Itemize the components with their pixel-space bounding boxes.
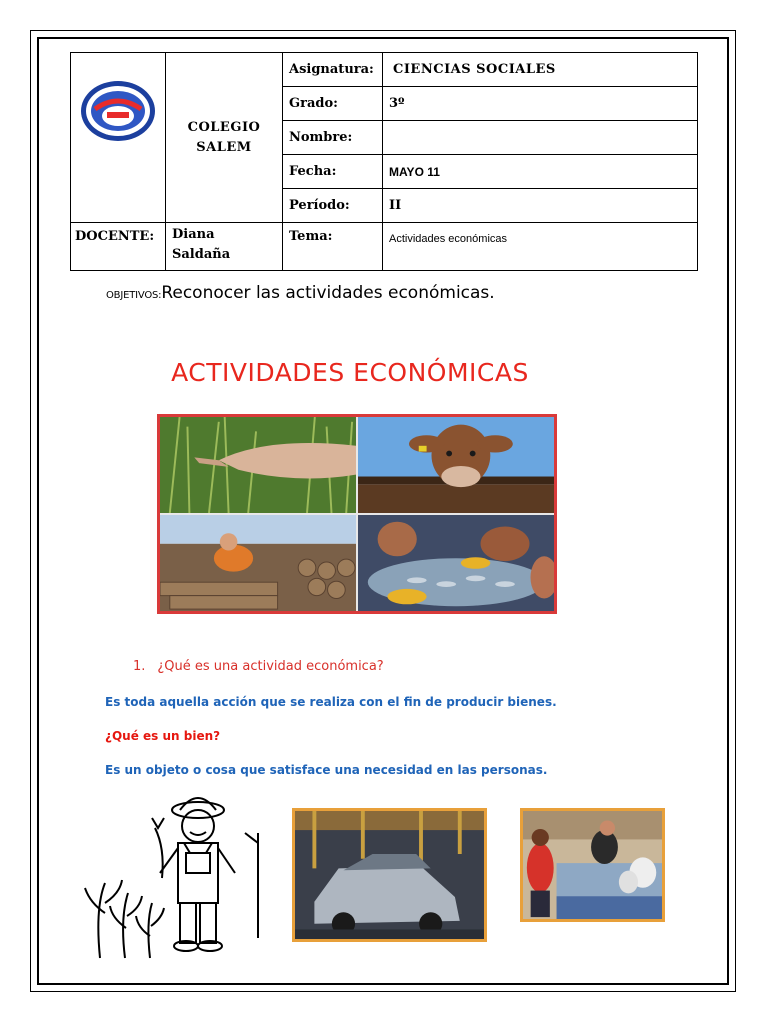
grado-value: 3º: [383, 87, 698, 121]
fecha-value: MAYO 11: [383, 155, 698, 189]
objetivos-label: OBJETIVOS:: [106, 290, 162, 301]
economic-activities-collage: [157, 414, 557, 614]
answer-2: Es un objeto o cosa que satisface una necesidad en las personas.: [105, 763, 548, 777]
tema-label: Tema:: [283, 223, 383, 271]
car-factory-photo: [292, 808, 487, 942]
docente-name-line2: Saldaña: [172, 247, 231, 262]
fish-market-photo: [358, 515, 554, 611]
supermarket-checkout-photo: [520, 808, 665, 922]
answer-1: Es toda aquella acción que se realiza con el fin de producir bienes.: [105, 695, 557, 709]
cow-photo: [358, 417, 554, 513]
grado-label: Grado:: [283, 87, 383, 121]
docente-label: DOCENTE:: [71, 223, 166, 271]
question-2: ¿Qué es un bien?: [105, 729, 221, 743]
question-1-text: ¿Qué es una actividad económica?: [157, 659, 384, 674]
question-1: [133, 659, 384, 674]
school-name-line2: SALEM: [196, 139, 252, 155]
fecha-label: Fecha:: [283, 155, 383, 189]
wheat-field-photo: [160, 417, 356, 513]
nombre-field[interactable]: [383, 121, 698, 155]
question-1-number: 1.: [133, 659, 146, 674]
tema-value: Actividades económicas: [383, 223, 698, 271]
wood-logs-photo: [160, 515, 356, 611]
docente-name: [166, 223, 283, 271]
periodo-label: Período:: [283, 189, 383, 223]
asignatura-value: CIENCIAS SOCIALES: [383, 53, 698, 87]
school-logo: [79, 79, 157, 143]
school-logo-cell: [71, 53, 166, 223]
asignatura-label: Asignatura:: [283, 53, 383, 87]
main-title: ACTIVIDADES ECONÓMICAS: [171, 358, 529, 387]
header-table: [70, 52, 698, 271]
school-name-line1: COLEGIO: [187, 119, 261, 135]
nombre-label: Nombre:: [283, 121, 383, 155]
school-name-cell: [166, 53, 283, 223]
objetivos-text: Reconocer las actividades económicas.: [161, 283, 495, 303]
docente-name-line1: Diana: [172, 227, 215, 242]
objetivos: [106, 283, 495, 303]
periodo-value: II: [383, 189, 698, 223]
farmer-drawing: [80, 788, 265, 963]
